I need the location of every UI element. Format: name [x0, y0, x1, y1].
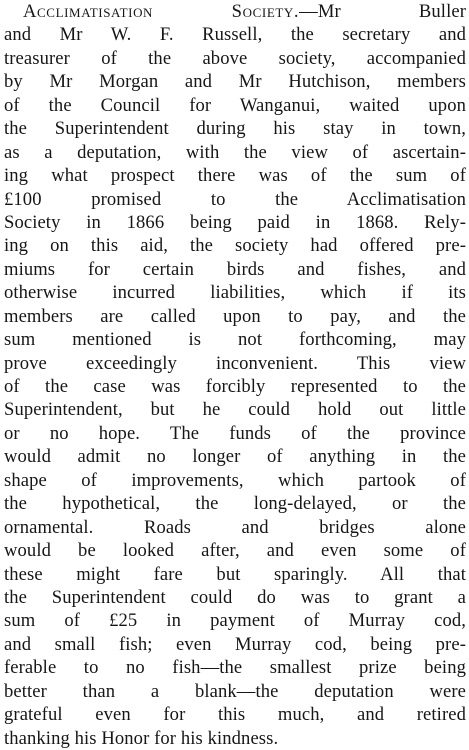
- article-first-line: [4, 0, 466, 23]
- article-line: prove exceedingly inconvenient. This view: [4, 352, 466, 374]
- article-line: as a deputation, with the view of ascertain-: [4, 141, 466, 163]
- article-line: ferable to no fish—the smallest prize being: [4, 657, 466, 679]
- article-line: otherwise incurred liabilities, which if its: [4, 282, 466, 304]
- article-line: sum mentioned is not forthcoming, may: [4, 329, 466, 351]
- article-line: these might fare but sparingly. All that: [4, 563, 466, 585]
- article-line: by Mr Morgan and Mr Hutchison, members: [4, 71, 466, 93]
- article-line: ornamental. Roads and bridges alone: [4, 516, 466, 538]
- article-line: £100 promised to the Acclimatisation: [4, 188, 466, 210]
- article-line: grateful even for this much, and retired: [4, 704, 466, 726]
- article-line: would admit no longer of anything in the: [4, 446, 466, 468]
- article-line: better than a blank—the deputation were: [4, 680, 466, 702]
- article-line: Superintendent, but he could hold out little: [4, 399, 466, 421]
- article-line: shape of improvements, which partook of: [4, 469, 466, 491]
- newspaper-article: [4, 0, 466, 750]
- article-line: miums for certain birds and fishes, and: [4, 258, 466, 280]
- article-last-line: thanking his Honor for his kindness.: [4, 727, 279, 749]
- article-line: ing what prospect there was of the sum of: [4, 165, 466, 187]
- article-line: and Mr W. F. Russell, the secretary and: [4, 24, 466, 46]
- article-line: Society in 1866 being paid in 1868. Rely-: [4, 211, 466, 233]
- article-line: treasurer of the above society, accompanied: [4, 47, 466, 69]
- article-line: of the Council for Wanganui, waited upon: [4, 94, 466, 116]
- article-line: —Mr Buller: [299, 1, 466, 22]
- article-line: and small fish; even Murray cod, being pre-: [4, 633, 466, 655]
- article-line: ing on this aid, the society had offered pre-: [4, 235, 466, 257]
- article-line: the Superintendent could do was to grant a: [4, 586, 466, 608]
- article-heading: Acclimatisation Society.: [23, 1, 300, 22]
- article-line: or no hope. The funds of the province: [4, 422, 466, 444]
- article-line: the hypothetical, the long-delayed, or the: [4, 493, 466, 515]
- article-line: the Superintendent during his stay in town,: [4, 118, 466, 140]
- article-line: would be looked after, and even some of: [4, 540, 466, 562]
- article-line: sum of £25 in payment of Murray cod,: [4, 610, 466, 632]
- article-line: of the case was forcibly represented to the: [4, 376, 466, 397]
- article-line: members are called upon to pay, and the: [4, 305, 466, 327]
